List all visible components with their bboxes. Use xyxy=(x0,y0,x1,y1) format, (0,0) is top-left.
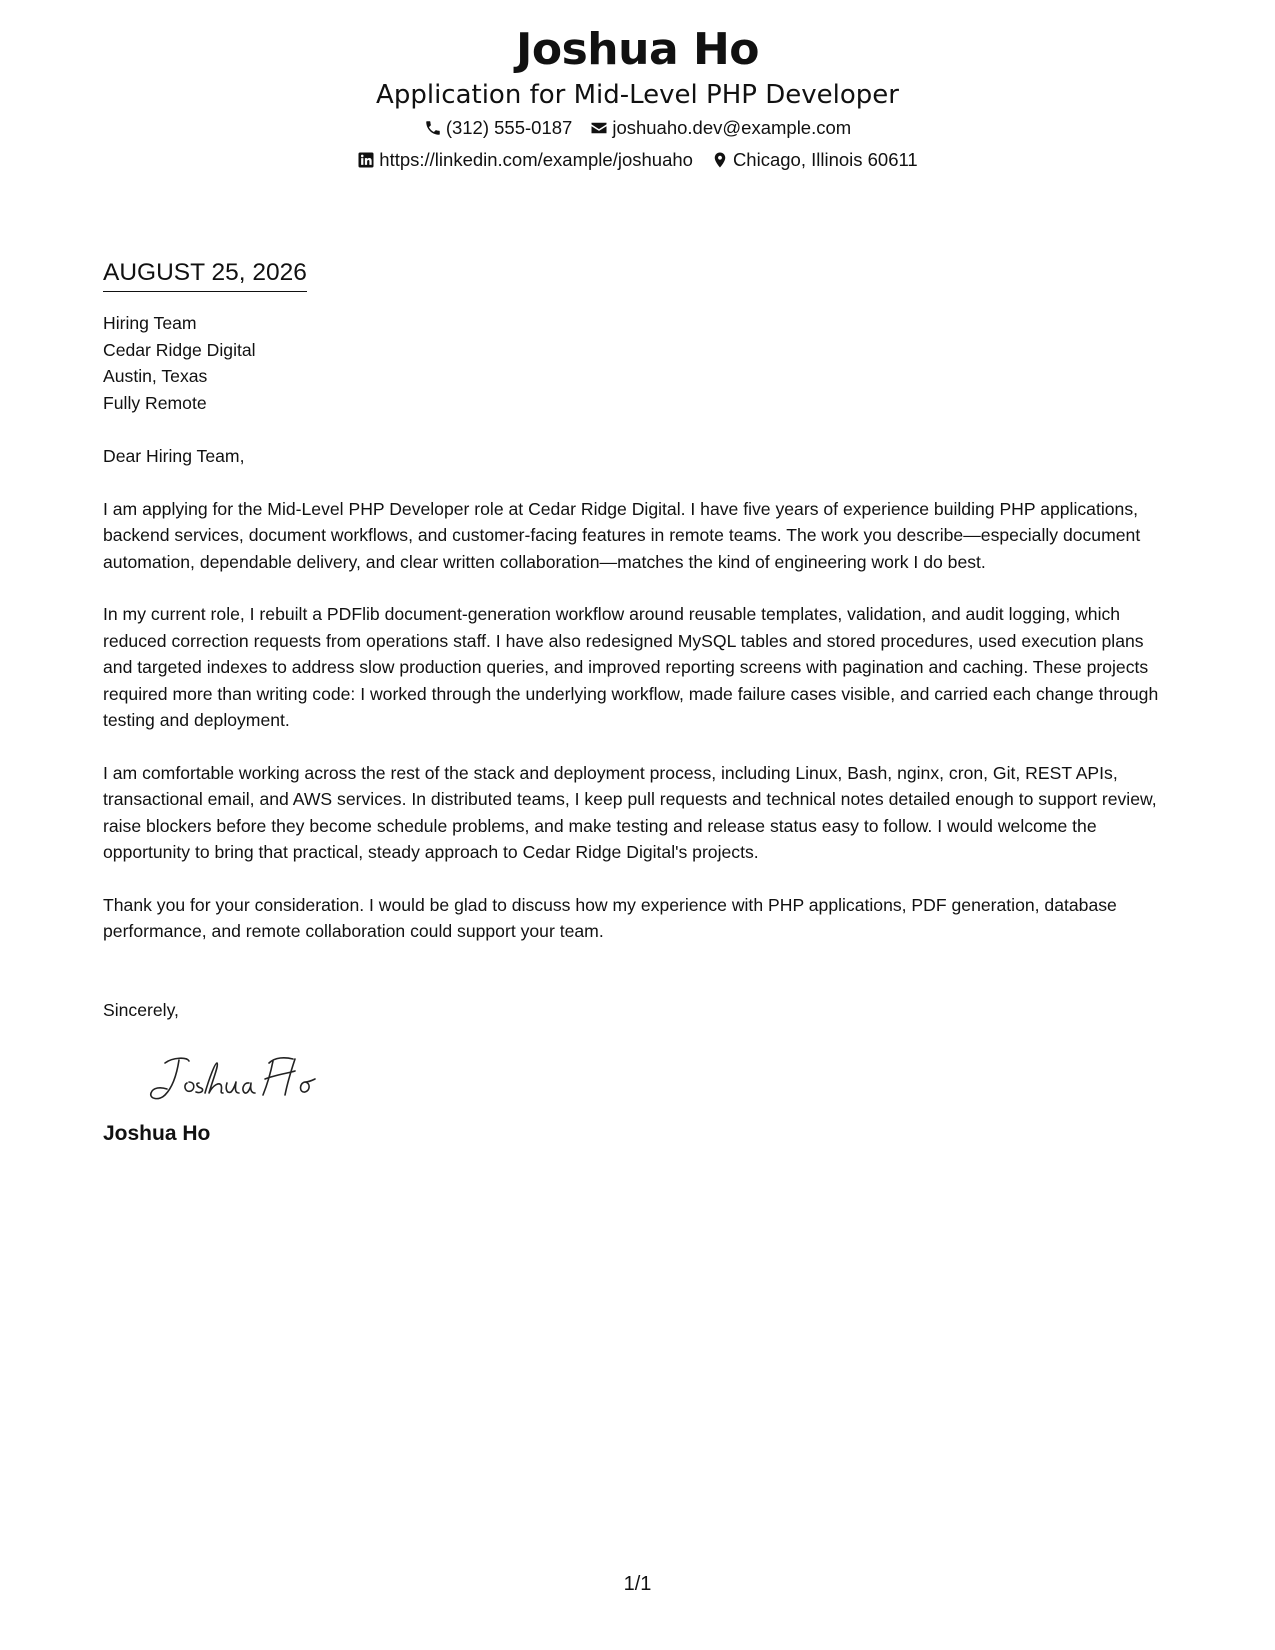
email-address[interactable]: joshuaho.dev@example.com xyxy=(612,117,852,138)
contact-location xyxy=(711,144,918,176)
page-number: 1/1 xyxy=(623,1573,652,1595)
contact-email[interactable] xyxy=(590,112,851,144)
linkedin-icon xyxy=(357,151,375,169)
phone-number: (312) 555-0187 xyxy=(445,117,573,138)
body-paragraph: In my current role, I rebuilt a PDFlib document-generation workflow around reusable templates, validation, and audit logging, which reduced correction requests from operations staff. I have also redesigned MySQL tables and stored procedures, used execution plans and targeted indexes to address slow production queries, and improved reporting screens with pagination and caching. These projects required more than writing code: I worked through the underlying workflow, made failure cases visible, and carried each change through testing and deployment. xyxy=(103,604,1159,730)
applicant-name: Joshua Ho xyxy=(516,24,759,75)
body-paragraph: I am comfortable working across the rest of the stack and deployment process, including Linux, Bash, nginx, cron, Git, REST APIs, transactional email, and AWS services. In distributed teams, I keep pull requests and technical notes detailed enough to support review, raise blockers before they become schedule problems, and make testing and release status easy to follow. I would welcome the opportunity to bring that practical, steady approach to Cedar Ridge Digital's projects. xyxy=(103,762,1157,862)
recipient-line: Austin, Texas xyxy=(103,366,208,386)
letter-header xyxy=(0,22,1275,176)
linkedin-url[interactable]: https://linkedin.com/example/joshuaho xyxy=(379,149,693,170)
signer-name: Joshua Ho xyxy=(103,1122,211,1145)
recipient-block xyxy=(103,310,1175,416)
body-paragraph: Thank you for your consideration. I would be glad to discuss how my experience with PHP applications, PDF generation, database performance, and remote collaboration could support your team. xyxy=(103,894,1117,941)
recipient-line: Fully Remote xyxy=(103,392,207,413)
recipient-line: Cedar Ridge Digital xyxy=(103,339,256,360)
signature-image xyxy=(143,1049,333,1105)
contact-row-secondary xyxy=(0,144,1275,176)
letter-body xyxy=(103,256,1175,1149)
location-text: Chicago, Illinois 60611 xyxy=(732,149,918,170)
envelope-icon xyxy=(590,119,608,137)
application-title: Application for Mid-Level PHP Developer xyxy=(376,80,899,110)
letter-date: AUGUST 25, 2026 xyxy=(103,256,307,292)
closing: Sincerely, xyxy=(103,999,179,1020)
map-marker-icon xyxy=(711,151,729,169)
contact-row-primary xyxy=(0,112,1275,144)
contact-phone xyxy=(424,112,573,144)
body-paragraph: I am applying for the Mid-Level PHP Developer role at Cedar Ridge Digital. I have five years of experience building PHP applications, backend services, document workflows, and customer-facing features in remote teams. The work you describe—especially document automation, dependable delivery, and clear written collaboration—matches the kind of engineering work I do best. xyxy=(103,498,1141,572)
recipient-line: Hiring Team xyxy=(103,313,197,333)
contact-linkedin[interactable] xyxy=(357,144,693,176)
phone-icon xyxy=(424,119,442,137)
salutation: Dear Hiring Team, xyxy=(103,446,245,466)
